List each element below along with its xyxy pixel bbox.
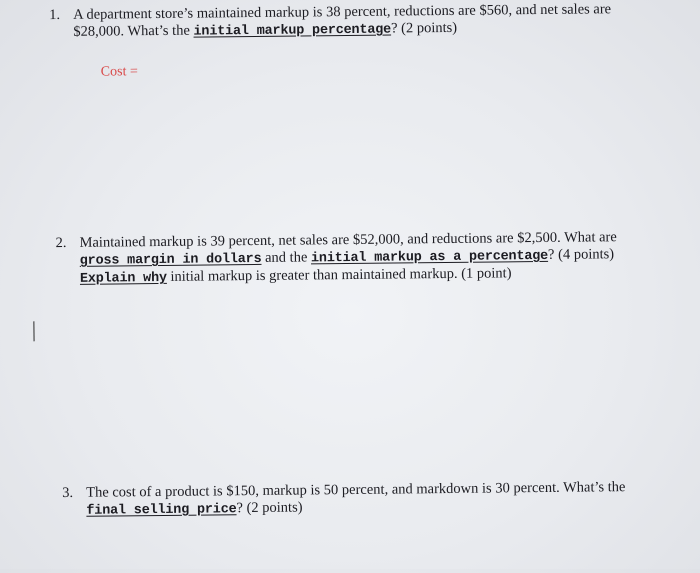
question-text: The cost of a product is $150, markup is 50 percent, and markdown is 30 percent. What’s the final selling price? (2 points) [86,479,626,519]
emphasis-gross-margin-in-dollars: gross margin in dollars [79,251,262,269]
question-2 [55,229,656,288]
question-text: Maintained markup is 39 percent, net sales are $52,000, and reductions are $2,500. What are gross margin in dollars and the initial markup as a percentage? (4 points) Explain why initial markup is greater than maintained markup. (1 point) [79,229,617,287]
answer-cost-field[interactable]: Cost = [100,64,138,80]
question-1 [49,1,649,42]
emphasis-final-selling-price: final selling price [86,502,237,519]
emphasis-explain-why: Explain why [79,270,167,287]
emphasis-initial-markup-percentage: initial markup percentage [193,22,392,40]
question-number: 2. [55,234,67,252]
question-text: A department store’s maintained markup is 38 percent, reductions are $560, and net sales are $28,000. What’s the initial markup percentage? (2 points) [73,1,612,40]
question-3 [62,479,662,520]
emphasis-initial-markup-as-percentage: initial markup as a percentage [310,248,549,267]
text-cursor [33,321,34,341]
question-number: 3. [62,484,74,502]
question-number: 1. [49,7,61,24]
